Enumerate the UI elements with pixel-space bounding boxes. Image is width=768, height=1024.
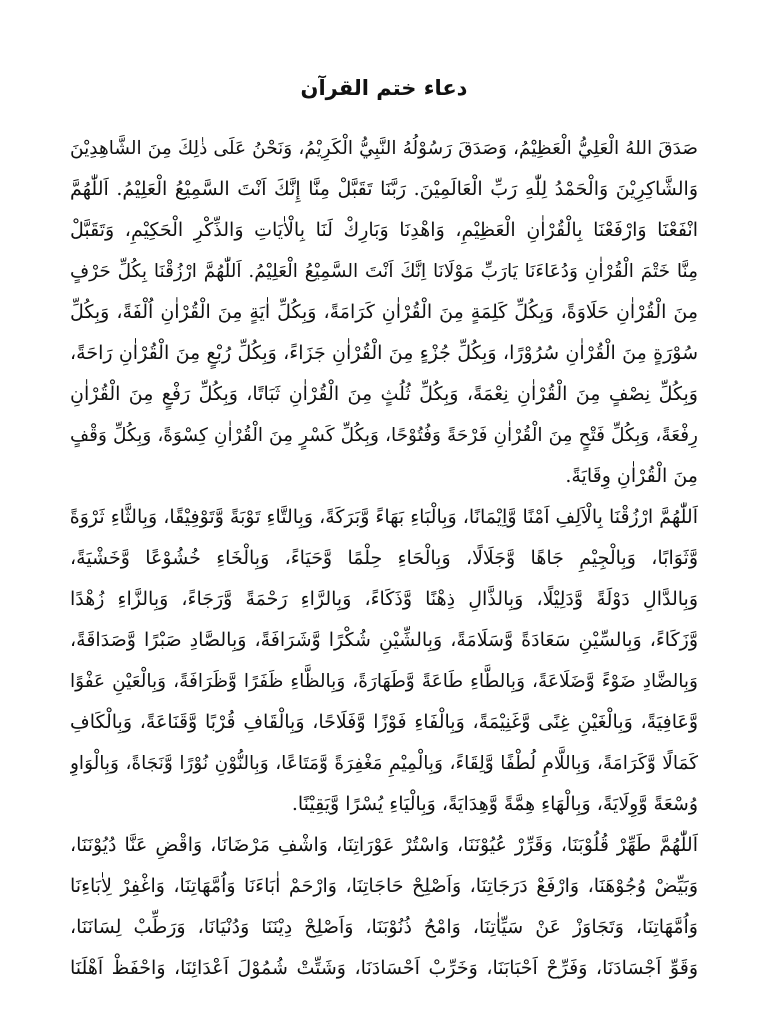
text-line: وَقَوِّ اَجْسَادَنَا، وَفَرِّحْ اَحْبَابَنَا، وَخَرِّبْ اَحْسَادَنَا، وَشَتِّتْ شُمُوْلَ اَعْدَائِنَا، وَاحْفَظْ اَهْلَنَا	[70, 957, 698, 979]
text-line: وَّثَوَابًا، وَبِالْجِيْمِ جَاهًا وَّجَلَالًا، وَبِالْحَاءِ حِلْمًا وَّحَيَاءً، وَبِالْخَاءِ خُشُوْعًا وَّخَشْيَةً،	[70, 547, 698, 569]
text-line: اَللّٰهُمَّ ارْزُقْنَا بِالْاَلِفِ اَمْنًا وَّاِيْمَانًا، وَبِالْبَاءِ بَهَاءً وَّبَرَكَةً، وَبِالتَّاءِ تَوْبَةً وَّتَوْفِيْقًا، وَبِالثَّاءِ ثَرْوَةً	[70, 506, 698, 528]
prayer-body	[70, 128, 698, 989]
text-line: وَبِالضَّادِ ضَوْءً وَّضَلَاعَةً، وَبِالطَّاءِ طَاعَةً وَّطَهَارَةً، وَبِالظَّاءِ ظَفَرًا وَّظَرَافَةً، وَبِالْعَيْنِ عَفْوًا	[70, 671, 698, 692]
text-line: اَللّٰهُمَّ طَهِّرْ قُلُوْبَنَا، وَقَرِّرْ عُيُوْنَنَا، وَاسْتُرْ عَوْرَاتِنَا، وَاشْفِ مَرْضَانَا، وَاقْضِ عَنَّا دُيُوْنَنَا،	[70, 834, 698, 856]
text-line: صَدَقَ اللهُ الْعَلِيُّ الْعَظِيْمُ، وَصَدَقَ رَسُوْلُهُ النَّبِيُّ الْكَرِيْمُ، وَنَحْنُ عَلَى ذٰلِكَ مِنَ الشَّاهِدِيْنَ	[70, 138, 698, 159]
page-title: دعاء ختم القرآن	[300, 76, 468, 100]
paragraph-1	[70, 128, 698, 497]
text-line: وَاُمَّهَاتِنَا، وَتَجَاوَزْ عَنْ سَيِّاٰتِنَا، وَامْحُ ذُنُوْبَنَا، وَاَصْلِحْ دِيْنَنَا وَدُنْيَانَا، وَرَطِّبْ لِسَانَنَا،	[70, 916, 698, 938]
text-line: وُسْعَةً وَّوِلَايَةً، وَبِالْهَاءِ هِمَّةً وَّهِدَايَةً، وَبِالْيَاءِ يُسْرًا وَّيَقِيْنًا.	[291, 793, 698, 815]
text-line: سُوْرَةٍ مِنَ الْقُرْاٰنِ سُرُوْرًا، وَبِكُلِّ جُزْءٍ مِنَ الْقُرْاٰنِ جَزَاءً، وَبِكُلِّ رُبْعٍ مِنَ الْقُرْاٰنِ رَاحَةً،	[70, 342, 698, 364]
paragraph-2	[70, 497, 698, 825]
text-line: مِنَّا خَتْمَ الْقُرْاٰنِ وَدُعَاءَنَا يَارَبِّ مَوْلَانَا اِنَّكَ اَنْتَ السَّمِيْعُ الْعَلِيْمُ. اَللّٰهُمَّ ارْزُقْنَا بِكُلِّ حَرْفٍ	[70, 261, 698, 282]
text-line: مِنَ الْقُرْاٰنِ وِقَايَةً.	[565, 465, 698, 487]
paragraph-3	[70, 825, 698, 989]
text-line: وَبِالدَّالِ دَوْلَةً وَّدَلِيْلًا، وَبِالذَّالِ ذِهْنًا وَّذَكَاءً، وَبِالرَّاءِ رَحْمَةً وَّرَجَاءً، وَبِالزَّاءِ زُهْدًا	[70, 588, 698, 610]
text-line: وَّزَكَاءً، وَبِالسِّيْنِ سَعَادَةً وَّسَلَامَةً، وَبِالشِّيْنِ شُكْرًا وَّشَرَافَةً، وَبِالصَّادِ صَبْرًا وَّصَدَاقَةً،	[70, 629, 698, 651]
text-line: وَبِكُلِّ نِصْفٍ مِنَ الْقُرْاٰنِ نِعْمَةً، وَبِكُلِّ ثُلُثٍ مِنَ الْقُرْاٰنِ ثَبَاتًا، وَبِكُلِّ رَفْعٍ مِنَ الْقُرْاٰنِ	[70, 383, 698, 405]
text-line: وَبَيِّضْ وُجُوْهَنَا، وَارْفَعْ دَرَجَاتِنَا، وَاَصْلِحْ حَاجَاتِنَا، وَارْحَمْ اٰبَاءَنَا وَاُمَّهَاتِنَا، وَاغْفِرْ لِاٰبَاءِنَا	[70, 875, 698, 897]
text-line: رِفْعَةً، وَبِكُلِّ فَتْحٍ مِنَ الْقُرْاٰنِ فَرْحَةً وَفُتُوْحًا، وَبِكُلِّ كَسْرٍ مِنَ الْقُرْاٰنِ كِسْوَةً، وَبِكُلِّ وَقْفٍ	[70, 425, 698, 446]
text-line: مِنَ الْقُرْاٰنِ حَلَاوَةً، وَبِكُلِّ كَلِمَةٍ مِنَ الْقُرْاٰنِ كَرَامَةً، وَبِكُلِّ اٰيَةٍ مِنَ الْقُرْاٰنِ اُلْفَةً، وَبِكُلِّ	[70, 301, 698, 323]
text-line: وَالشَّاكِرِيْنَ وَالْحَمْدُ لِلّٰهِ رَبِّ الْعَالَمِيْنَ. رَبَّنَا تَقَبَّلْ مِنَّا إِنَّكَ اَنْتَ السَّمِيْعُ الْعَلِيْمُ. اَللّٰهُمَّ	[70, 178, 698, 200]
text-line: وَّعَافِيَةً، وَبِالْغَيْنِ غِنًى وَّغَنِيْمَةً، وَبِالْفَاءِ فَوْزًا وَّفَلَاحًا، وَبِالْقَافِ قُرْبًا وَّقَنَاعَةً، وَبِالْكَافِ	[70, 711, 698, 733]
text-line: كَمَالًا وَّكَرَامَةً، وَبِاللَّامِ لُطْفًا وَّلِقَاءً، وَبِالْمِيْمِ مَغْفِرَةً وَّمَتَاعًا، وَبِالنُّوْنِ نُوْرًا وَّنَجَاةً، وَبِالْوَاوِ	[70, 753, 698, 774]
text-line: انْفَعْنَا وَارْفَعْنَا بِالْقُرْاٰنِ الْعَظِيْمِ، وَاهْدِنَا وَبَارِكْ لَنَا بِالْاٰيَاتِ وَالذِّكْرِ الْحَكِيْمِ، وَتَقَبَّلْ	[70, 219, 698, 241]
